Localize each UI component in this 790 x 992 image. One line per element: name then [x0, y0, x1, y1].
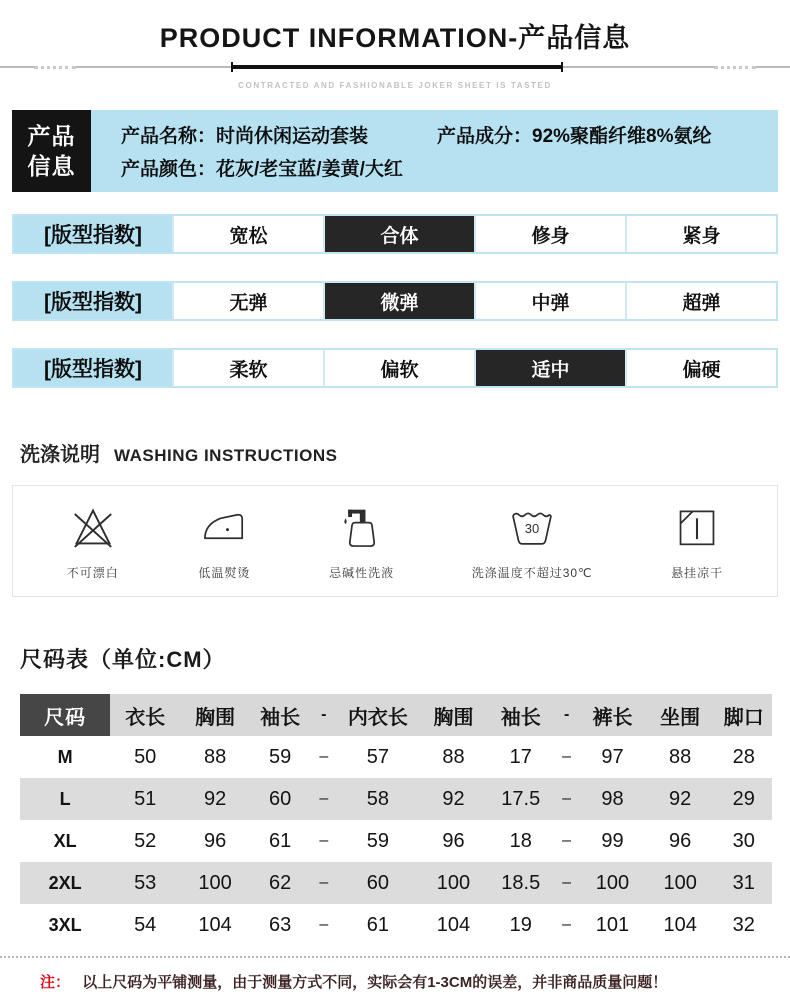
divider-dots-right	[714, 64, 756, 70]
wash-item	[197, 501, 251, 581]
wash-item	[670, 501, 724, 581]
measurement-cell: 51	[134, 787, 157, 810]
product-field	[121, 154, 437, 181]
measurement-cell: 61	[269, 829, 292, 852]
measurement-cell: 88	[442, 745, 465, 768]
product-field-label: 产品成分：	[437, 126, 533, 147]
dotted-divider	[0, 956, 790, 958]
measurement-cell: 100	[595, 871, 630, 894]
fit-option-selected: 微弹	[323, 283, 474, 319]
measurement-cell: –	[319, 790, 329, 807]
size-label-cell: L	[59, 788, 71, 809]
measurement-note	[40, 971, 790, 992]
fit-index-label: [版型指数]	[14, 216, 172, 252]
measurement-cell: 17.5	[501, 787, 541, 810]
product-info-line	[121, 121, 778, 148]
wash-item	[472, 501, 593, 581]
measurement-cell: 58	[366, 787, 390, 810]
column-header: 脚口	[716, 694, 772, 736]
subtitle-caption: CONTRACTED AND FASHIONABLE JOKER SHEET IS TASTED	[238, 81, 552, 90]
page-title: PRODUCT INFORMATION-产品信息	[159, 23, 631, 53]
fit-option: 宽松	[172, 216, 323, 252]
measurement-cell: 96	[442, 829, 465, 852]
badge-line: 产品	[27, 123, 76, 149]
product-info-line	[121, 154, 778, 181]
product-info-badge	[12, 110, 91, 192]
size-label-cell: 3XL	[48, 914, 82, 935]
page-header	[0, 0, 790, 90]
measurement-cell: 60	[366, 871, 390, 894]
column-header: -	[553, 694, 580, 736]
measurement-cell: 54	[134, 913, 157, 936]
size-label-cell: XL	[53, 830, 77, 851]
wash-item-label: 忌碱性洗液	[329, 566, 395, 580]
measurement-cell: 31	[732, 871, 755, 894]
wash-item-label: 不可漂白	[66, 566, 119, 580]
washing-icons-box	[12, 485, 778, 597]
measurement-cell: 17	[509, 745, 532, 768]
size-chart-row	[20, 862, 772, 904]
measurement-cell: 50	[134, 745, 157, 768]
fit-index-label: [版型指数]	[14, 283, 172, 319]
measurement-cell: 32	[732, 913, 755, 936]
column-header: 袖长	[250, 694, 310, 736]
measurement-cell: 97	[601, 745, 624, 768]
size-chart-row	[20, 820, 772, 862]
measurement-cell: 96	[203, 829, 227, 852]
wash-item-label: 低温熨烫	[198, 566, 251, 580]
fit-option: 偏硬	[625, 350, 776, 386]
column-header: 内衣长	[337, 694, 418, 736]
fit-options	[172, 216, 776, 252]
measurement-cell: 18	[509, 829, 532, 852]
measurement-cell: 92	[203, 787, 227, 810]
fit-options	[172, 350, 776, 386]
size-chart-table	[20, 694, 772, 946]
size-label-cell: M	[57, 746, 73, 767]
measurement-cell: 104	[663, 913, 697, 936]
measurement-cell: –	[319, 748, 329, 765]
column-header: 胸围	[180, 694, 250, 736]
product-field-value: 花灰/老宝蓝/姜黄/大红	[216, 159, 403, 180]
note-text: 以上尺码为平铺测量，由于测量方式不同，实际会有1-3CM的误差，并非商品质量问题！	[82, 974, 668, 991]
measurement-cell: 59	[269, 745, 292, 768]
measurement-cell: 53	[134, 871, 157, 894]
wash-item-label: 洗涤温度不超过30℃	[471, 566, 593, 580]
measurement-cell: 18.5	[501, 871, 541, 894]
measurement-cell: 61	[366, 913, 390, 936]
note-prefix: 注：	[40, 974, 71, 991]
fit-option: 柔软	[172, 350, 323, 386]
measurement-cell: 100	[663, 871, 697, 894]
measurement-cell: –	[562, 748, 572, 765]
hang-dry-icon	[670, 501, 724, 553]
column-header: 裤长	[580, 694, 645, 736]
fit-index-row	[12, 214, 778, 254]
fit-index-row	[12, 348, 778, 388]
fit-index-section	[0, 214, 790, 388]
fit-option: 偏软	[323, 350, 474, 386]
fit-option: 超弹	[625, 283, 776, 319]
measurement-cell: –	[562, 916, 572, 933]
measurement-cell: 101	[595, 913, 630, 936]
fit-index-row	[12, 281, 778, 321]
measurement-cell: 62	[269, 871, 292, 894]
measurement-cell: 57	[366, 745, 390, 768]
fit-option: 紧身	[625, 216, 776, 252]
measurement-cell: –	[319, 916, 329, 933]
size-chart-row	[20, 778, 772, 820]
measurement-cell: 60	[269, 787, 292, 810]
measurement-cell: 29	[732, 787, 755, 810]
fit-option: 中弹	[474, 283, 625, 319]
title-divider	[0, 64, 790, 70]
fit-option-selected: 适中	[474, 350, 625, 386]
measurement-cell: 30	[732, 829, 755, 852]
wash-item	[329, 501, 394, 581]
product-field-label: 产品颜色：	[121, 159, 217, 180]
wash-item	[66, 501, 120, 581]
measurement-cell: –	[319, 832, 329, 849]
product-field-label: 产品名称：	[121, 126, 217, 147]
column-header: -	[310, 694, 337, 736]
fit-options	[172, 283, 776, 319]
product-field-value: 92%聚酯纤维8%氨纶	[532, 126, 712, 147]
product-field	[121, 121, 437, 148]
measurement-cell: 88	[669, 745, 692, 768]
measurement-cell: 99	[601, 829, 624, 852]
size-label-cell: 2XL	[48, 872, 82, 893]
measurement-cell: 100	[198, 871, 232, 894]
size-column-header: 尺码	[20, 694, 110, 736]
size-chart-header-row	[20, 694, 772, 736]
measurement-cell: 96	[669, 829, 692, 852]
measurement-cell: 88	[203, 745, 227, 768]
column-header: 胸围	[419, 694, 489, 736]
column-header: 坐围	[645, 694, 716, 736]
measurement-cell: 100	[436, 871, 471, 894]
measurement-cell: –	[319, 874, 329, 891]
product-field	[437, 121, 712, 148]
measurement-cell: 104	[198, 913, 232, 936]
size-chart-row	[20, 736, 772, 778]
measurement-cell: 98	[601, 787, 624, 810]
no-bleach-icon	[66, 501, 120, 553]
column-header: 袖长	[488, 694, 553, 736]
size-chart-title: 尺码表（单位:CM）	[20, 647, 226, 672]
fit-option: 修身	[474, 216, 625, 252]
measurement-cell: 63	[269, 913, 292, 936]
measurement-cell: 92	[442, 787, 465, 810]
fit-index-label: [版型指数]	[14, 350, 172, 386]
size-chart-row	[20, 904, 772, 946]
product-field-value: 时尚休闲运动套装	[216, 126, 369, 147]
fit-option: 无弹	[172, 283, 323, 319]
wash-item-label: 悬挂凉干	[671, 566, 724, 580]
measurement-cell: –	[562, 874, 572, 891]
measurement-cell: 52	[134, 829, 157, 852]
washing-heading	[20, 438, 790, 467]
washing-title-zh: 洗涤说明	[20, 444, 100, 466]
measurement-cell: 92	[669, 787, 692, 810]
measurement-cell: 19	[509, 913, 532, 936]
product-info-content	[91, 110, 778, 192]
measurement-cell: 59	[366, 829, 390, 852]
divider-accent-bar	[232, 65, 562, 69]
divider-dots-left	[34, 64, 76, 70]
no-alkaline-detergent-icon	[335, 501, 389, 553]
iron-low-temp-icon	[197, 501, 251, 553]
svg-text:30: 30	[524, 521, 540, 537]
measurement-cell: –	[562, 790, 572, 807]
measurement-cell: –	[562, 832, 572, 849]
badge-line: 信息	[27, 153, 76, 179]
measurement-cell: 104	[436, 913, 471, 936]
product-info-box	[12, 110, 778, 192]
measurement-cell: 28	[732, 745, 755, 768]
wash-max-30c-icon	[505, 501, 559, 553]
fit-option-selected: 合体	[323, 216, 474, 252]
column-header: 衣长	[110, 694, 180, 736]
washing-title-en: WASHING INSTRUCTIONS	[114, 446, 338, 465]
